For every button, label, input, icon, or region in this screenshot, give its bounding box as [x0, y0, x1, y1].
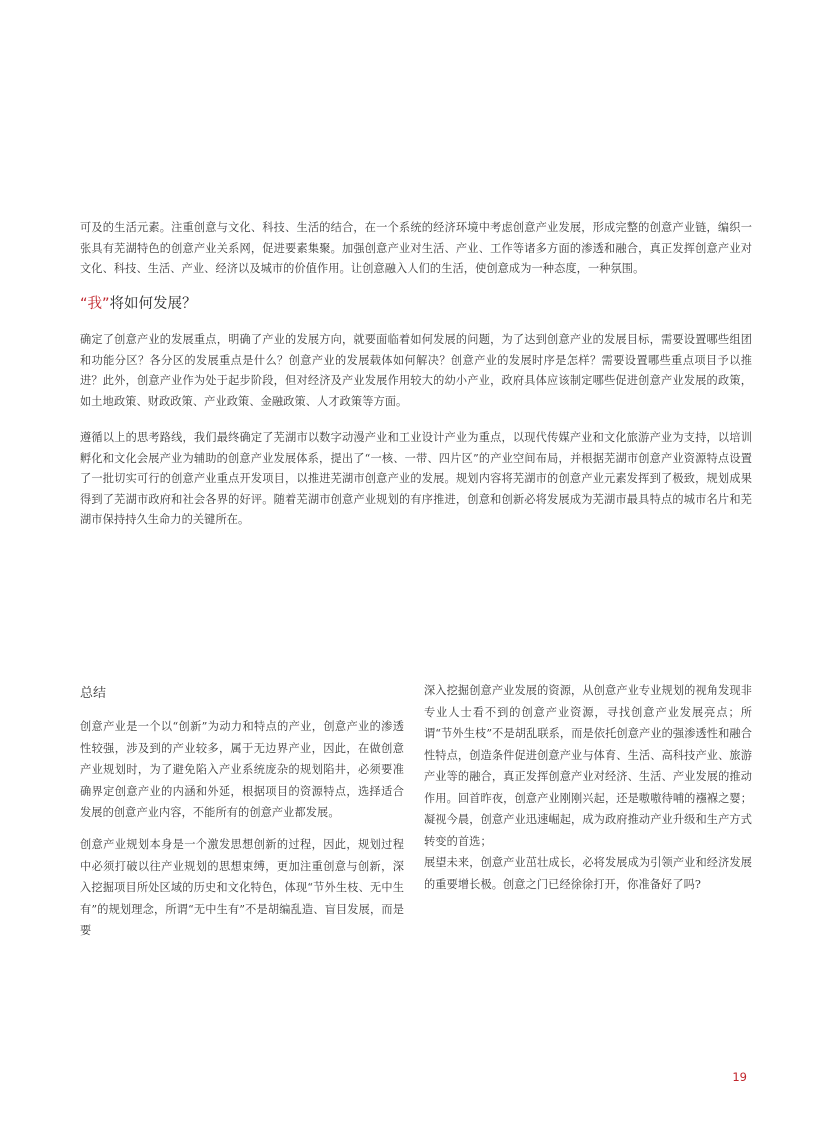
body-paragraph-1-text: 确定了创意产业的发展重点，明确了产业的发展方向，就要面临着如何发展的问题，为了达到创意产业的发展目标，需要设置哪些组团和功能分区？各分区的发展重点是什么？创意产业的发展载体如何解决？创意产业的发展时序是怎样？需要设置哪些重点项目予以推进？此外，创意产业作为处于起步阶段，但对经济及产业发展作用较大的幼小产业，政府具体应该制定哪些促进创意产业发展的政策，如土地政策、财政政策、产业政策、金融政策、人才政策等方面。	[80, 333, 752, 408]
body-paragraph-2-text: 遵循以上的思考路线，我们最终确定了芜湖市以数字动漫产业和工业设计产业为重点，以现代传媒产业和文化旅游产业为支持，以培训孵化和文化会展产业为辅助的创意产业发展体系，提出了“一核、一带、四片区”的产业空间布局，并根据芜湖市创意产业资源特点设置了一批切实可行的创意产业重点开发项目，以推进芜湖市创意产业的发展。规划内容将芜湖市的创意产业元素发挥到了极致，规划成果得到了芜湖市政府和社会各界的好评。随着芜湖市创意产业规划的有序推进，创意和创新必将发展成为芜湖市最具特点的城市名片和芜湖市保持持久生命力的关键所在。	[80, 431, 752, 526]
summary-left-paragraph-2	[80, 834, 404, 942]
summary-right-paragraph-1	[424, 680, 752, 852]
summary-left-paragraph-1	[80, 716, 404, 824]
intro-paragraph	[80, 218, 752, 280]
summary-right-paragraph-2-text: 展望未来，创意产业茁壮成长，必将发展成为引领产业和经济发展的重要增长极。创意之门已经徐徐打开，你准备好了吗?	[424, 856, 752, 891]
summary-left-paragraph-1-text: 创意产业是一个以“创新”为动力和特点的产业，创意产业的渗透性较强，涉及到的产业较多，属于无边界产业，因此，在做创意产业规划时，为了避免陷入产业系统庞杂的规划陷井，必须要准确界定创意产业的内涵和外延，根据项目的资源特点，选择适合发展的创意产业内容，不能所有的创意产业都发展。	[80, 720, 404, 819]
heading-rest: 将如何发展？	[109, 296, 197, 312]
summary-left-paragraph-2-text: 创意产业规划本身是一个激发思想创新的过程，因此，规划过程中必须打破以往产业规划的思想束缚，更加注重创意与创新，深入挖掘项目所处区域的历史和文化特色，体现“节外生枝、无中生有”的规划理念，所谓“无中生有”不是胡编乱造、盲目发展，而是要	[80, 838, 404, 937]
intro-text: 可及的生活元素。注重创意与文化、科技、生活的结合，在一个系统的经济环境中考虑创意产业发展，形成完整的创意产业链，编织一张具有芜湖特色的创意产业关系网，促进要素集聚。加强创意产业对生活、产业、工作等诸多方面的渗透和融合，真正发挥创意产业对文化、科技、生活、产业、经济以及城市的价值作用。让创意融入人们的生活，使创意成为一种态度，一种氛围。	[80, 221, 752, 275]
summary-right-paragraph-2	[424, 852, 752, 895]
section-heading	[80, 292, 197, 313]
heading-accent: “我”	[80, 296, 110, 312]
body-paragraph-1	[80, 330, 752, 412]
body-paragraph-2	[80, 428, 752, 531]
summary-right-paragraph-1-text: 深入挖掘创意产业发展的资源，从创意产业专业规划的视角发现非专业人士看不到的创意产业资源，寻找创意产业发展亮点；所谓“节外生枝”不是胡乱联系，而是依托创意产业的强渗透性和融合性特点，创造条件促进创意产业与体育、生活、高科技产业、旅游产业等的融合，真正发挥创意产业对经济、生活、产业发展的推动作用。回首昨夜，创意产业刚刚兴起，还是嗷嗷待哺的襁褓之婴；凝视今晨，创意产业迅速崛起，成为政府推动产业升级和生产方式转变的首选；	[424, 684, 752, 848]
page-number: 19	[732, 1070, 747, 1084]
summary-title: 总结	[80, 686, 107, 701]
